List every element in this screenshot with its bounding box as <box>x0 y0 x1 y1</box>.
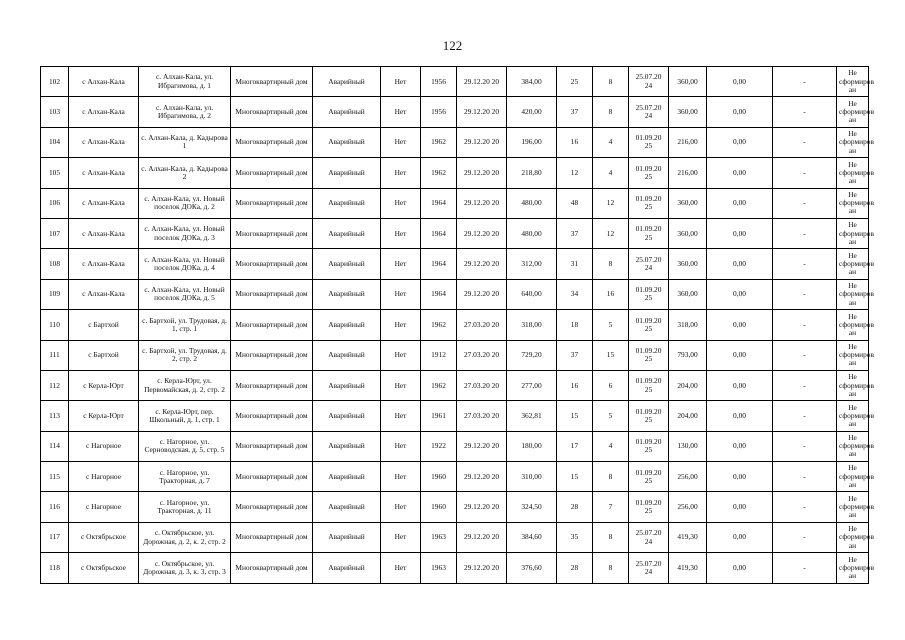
apartments-cell: 7 <box>593 492 629 522</box>
dash-cell: - <box>773 522 837 552</box>
row-number-cell: 102 <box>41 67 69 97</box>
building-type-cell: Многоквартирный дом <box>231 492 313 522</box>
row-number-cell: 112 <box>41 370 69 400</box>
flag-cell: Нет <box>381 492 421 522</box>
table-row <box>41 431 869 461</box>
page-number: 122 <box>442 38 463 53</box>
building-type-cell: Многоквартирный дом <box>231 158 313 188</box>
flag-cell: Нет <box>381 462 421 492</box>
residents-cell: 15 <box>557 462 593 492</box>
area-cell: 318,00 <box>507 310 557 340</box>
table-row <box>41 279 869 309</box>
flag-cell: Нет <box>381 249 421 279</box>
resettled-area-cell: 216,00 <box>669 158 707 188</box>
building-type-cell: Многоквартирный дом <box>231 279 313 309</box>
flag-cell: Нет <box>381 188 421 218</box>
amount-cell: 0,00 <box>707 67 773 97</box>
address-cell: с. Нагорное, ул. Тракторная, д. 11 <box>139 492 231 522</box>
amount-cell: 0,00 <box>707 218 773 248</box>
amount-cell: 0,00 <box>707 340 773 370</box>
condition-cell: Аварийный <box>313 340 381 370</box>
dash-cell: - <box>773 188 837 218</box>
table-row <box>41 522 869 552</box>
status-cell: Не сформиров ан <box>837 340 869 370</box>
dash-cell: - <box>773 370 837 400</box>
year-cell: 1956 <box>421 67 457 97</box>
resettled-area-cell: 204,00 <box>669 401 707 431</box>
dash-cell: - <box>773 97 837 127</box>
dash-cell: - <box>773 553 837 583</box>
year-cell: 1960 <box>421 492 457 522</box>
residents-cell: 12 <box>557 158 593 188</box>
condition-cell: Аварийный <box>313 218 381 248</box>
table-row <box>41 158 869 188</box>
address-cell: с. Алхан-Кала, ул. Новый поселок ДОКа, д. 2 <box>139 188 231 218</box>
residents-cell: 31 <box>557 249 593 279</box>
year-cell: 1962 <box>421 370 457 400</box>
residents-cell: 37 <box>557 218 593 248</box>
address-cell: с. Керла-Юрт, пер. Школьный, д. 1, стр. 1 <box>139 401 231 431</box>
apartments-cell: 4 <box>593 127 629 157</box>
area-cell: 480,00 <box>507 188 557 218</box>
recognition-date-cell: 29.12.20 20 <box>457 127 507 157</box>
year-cell: 1956 <box>421 97 457 127</box>
resettlement-date-cell: 01.09.20 25 <box>629 218 669 248</box>
condition-cell: Аварийный <box>313 279 381 309</box>
resettlement-date-cell: 01.09.20 25 <box>629 279 669 309</box>
resettlement-date-cell: 01.09.20 25 <box>629 401 669 431</box>
resettlement-date-cell: 25.07.20 24 <box>629 97 669 127</box>
dash-cell: - <box>773 401 837 431</box>
resettled-area-cell: 130,00 <box>669 431 707 461</box>
area-cell: 384,00 <box>507 67 557 97</box>
condition-cell: Аварийный <box>313 249 381 279</box>
table-row <box>41 67 869 97</box>
amount-cell: 0,00 <box>707 431 773 461</box>
address-cell: с. Алхан-Кала, ул. Новый поселок ДОКа, д. 3 <box>139 218 231 248</box>
row-number-cell: 115 <box>41 462 69 492</box>
residents-cell: 16 <box>557 370 593 400</box>
settlement-cell: с Алхан-Кала <box>69 127 139 157</box>
settlement-cell: с Алхан-Кала <box>69 218 139 248</box>
row-number-cell: 105 <box>41 158 69 188</box>
resettlement-date-cell: 01.09.20 25 <box>629 340 669 370</box>
year-cell: 1964 <box>421 249 457 279</box>
area-cell: 640,00 <box>507 279 557 309</box>
area-cell: 218,80 <box>507 158 557 188</box>
condition-cell: Аварийный <box>313 188 381 218</box>
row-number-cell: 104 <box>41 127 69 157</box>
address-cell: с. Бартхой, ул. Трудовая, д. 2, стр. 2 <box>139 340 231 370</box>
area-cell: 312,00 <box>507 249 557 279</box>
table-row <box>41 492 869 522</box>
condition-cell: Аварийный <box>313 522 381 552</box>
status-cell: Не сформиров ан <box>837 553 869 583</box>
flag-cell: Нет <box>381 370 421 400</box>
recognition-date-cell: 29.12.20 20 <box>457 492 507 522</box>
resettled-area-cell: 256,00 <box>669 462 707 492</box>
status-cell: Не сформиров ан <box>837 249 869 279</box>
condition-cell: Аварийный <box>313 127 381 157</box>
amount-cell: 0,00 <box>707 310 773 340</box>
table-row <box>41 249 869 279</box>
row-number-cell: 111 <box>41 340 69 370</box>
address-cell: с. Алхан-Кала, ул. Ибрагимова, д. 2 <box>139 97 231 127</box>
status-cell: Не сформиров ан <box>837 218 869 248</box>
settlement-cell: с Октябрьское <box>69 522 139 552</box>
area-cell: 196,00 <box>507 127 557 157</box>
amount-cell: 0,00 <box>707 279 773 309</box>
year-cell: 1964 <box>421 218 457 248</box>
residents-cell: 37 <box>557 97 593 127</box>
settlement-cell: с Бартхой <box>69 310 139 340</box>
dash-cell: - <box>773 249 837 279</box>
year-cell: 1922 <box>421 431 457 461</box>
status-cell: Не сформиров ан <box>837 67 869 97</box>
flag-cell: Нет <box>381 279 421 309</box>
apartments-cell: 4 <box>593 158 629 188</box>
resettled-area-cell: 419,30 <box>669 522 707 552</box>
recognition-date-cell: 27.03.20 20 <box>457 370 507 400</box>
apartments-cell: 8 <box>593 249 629 279</box>
building-type-cell: Многоквартирный дом <box>231 462 313 492</box>
row-number-cell: 109 <box>41 279 69 309</box>
apartments-cell: 12 <box>593 218 629 248</box>
dash-cell: - <box>773 340 837 370</box>
row-number-cell: 107 <box>41 218 69 248</box>
residents-cell: 34 <box>557 279 593 309</box>
resettlement-date-cell: 01.09.20 25 <box>629 431 669 461</box>
flag-cell: Нет <box>381 127 421 157</box>
area-cell: 310,00 <box>507 462 557 492</box>
table-row <box>41 218 869 248</box>
resettlement-date-cell: 25.07.20 24 <box>629 249 669 279</box>
row-number-cell: 116 <box>41 492 69 522</box>
row-number-cell: 110 <box>41 310 69 340</box>
resettled-area-cell: 793,00 <box>669 340 707 370</box>
settlement-cell: с Нагорное <box>69 492 139 522</box>
condition-cell: Аварийный <box>313 553 381 583</box>
table-row <box>41 127 869 157</box>
table-row <box>41 97 869 127</box>
address-cell: с. Нагорное, ул. Серноводская, д. 5, стр. 5 <box>139 431 231 461</box>
flag-cell: Нет <box>381 158 421 188</box>
table-row <box>41 370 869 400</box>
table-row <box>41 553 869 583</box>
address-cell: с. Октябрьское, ул. Дорожная, д. 3, к. 3, стр. 3 <box>139 553 231 583</box>
resettled-area-cell: 216,00 <box>669 127 707 157</box>
resettlement-date-cell: 01.09.20 25 <box>629 462 669 492</box>
settlement-cell: с Керла-Юрт <box>69 401 139 431</box>
area-cell: 480,00 <box>507 218 557 248</box>
amount-cell: 0,00 <box>707 401 773 431</box>
building-type-cell: Многоквартирный дом <box>231 97 313 127</box>
area-cell: 729,20 <box>507 340 557 370</box>
resettlement-date-cell: 01.09.20 25 <box>629 127 669 157</box>
residents-cell: 28 <box>557 492 593 522</box>
building-type-cell: Многоквартирный дом <box>231 340 313 370</box>
recognition-date-cell: 29.12.20 20 <box>457 431 507 461</box>
year-cell: 1963 <box>421 553 457 583</box>
recognition-date-cell: 27.03.20 20 <box>457 310 507 340</box>
apartments-cell: 6 <box>593 370 629 400</box>
settlement-cell: с Нагорное <box>69 462 139 492</box>
year-cell: 1964 <box>421 279 457 309</box>
residents-cell: 37 <box>557 340 593 370</box>
status-cell: Не сформиров ан <box>837 158 869 188</box>
flag-cell: Нет <box>381 218 421 248</box>
settlement-cell: с Алхан-Кала <box>69 249 139 279</box>
resettlement-date-cell: 01.09.20 25 <box>629 158 669 188</box>
residents-cell: 35 <box>557 522 593 552</box>
table-row <box>41 340 869 370</box>
row-number-cell: 118 <box>41 553 69 583</box>
condition-cell: Аварийный <box>313 401 381 431</box>
resettled-area-cell: 360,00 <box>669 218 707 248</box>
resettled-area-cell: 419,30 <box>669 553 707 583</box>
status-cell: Не сформиров ан <box>837 431 869 461</box>
residents-cell: 16 <box>557 127 593 157</box>
address-cell: с. Алхан-Кала, ул. Ибрагимова, д. 1 <box>139 67 231 97</box>
condition-cell: Аварийный <box>313 492 381 522</box>
recognition-date-cell: 29.12.20 20 <box>457 553 507 583</box>
building-type-cell: Многоквартирный дом <box>231 522 313 552</box>
amount-cell: 0,00 <box>707 127 773 157</box>
area-cell: 180,00 <box>507 431 557 461</box>
address-cell: с. Алхан-Кала, д. Кадырова 1 <box>139 127 231 157</box>
table-row <box>41 310 869 340</box>
building-type-cell: Многоквартирный дом <box>231 553 313 583</box>
apartments-cell: 5 <box>593 401 629 431</box>
recognition-date-cell: 29.12.20 20 <box>457 97 507 127</box>
address-cell: с. Нагорное, ул. Тракторная, д. 7 <box>139 462 231 492</box>
address-cell: с. Октябрьское, ул. Дорожная, д. 2, к. 2, стр. 2 <box>139 522 231 552</box>
amount-cell: 0,00 <box>707 158 773 188</box>
row-number-cell: 113 <box>41 401 69 431</box>
apartments-cell: 8 <box>593 522 629 552</box>
status-cell: Не сформиров ан <box>837 97 869 127</box>
dash-cell: - <box>773 218 837 248</box>
resettled-area-cell: 256,00 <box>669 492 707 522</box>
dash-cell: - <box>773 431 837 461</box>
settlement-cell: с Бартхой <box>69 340 139 370</box>
condition-cell: Аварийный <box>313 97 381 127</box>
year-cell: 1912 <box>421 340 457 370</box>
condition-cell: Аварийный <box>313 370 381 400</box>
dash-cell: - <box>773 279 837 309</box>
table-row <box>41 462 869 492</box>
address-cell: с. Керла-Юрт, ул. Первомайская, д. 2, стр. 2 <box>139 370 231 400</box>
settlement-cell: с Алхан-Кала <box>69 279 139 309</box>
settlement-cell: с Октябрьское <box>69 553 139 583</box>
row-number-cell: 106 <box>41 188 69 218</box>
apartments-cell: 12 <box>593 188 629 218</box>
status-cell: Не сформиров ан <box>837 522 869 552</box>
dash-cell: - <box>773 67 837 97</box>
address-cell: с. Алхан-Кала, ул. Новый поселок ДОКа, д. 5 <box>139 279 231 309</box>
settlement-cell: с Керла-Юрт <box>69 370 139 400</box>
residents-cell: 15 <box>557 401 593 431</box>
year-cell: 1961 <box>421 401 457 431</box>
resettled-area-cell: 360,00 <box>669 97 707 127</box>
amount-cell: 0,00 <box>707 553 773 583</box>
dash-cell: - <box>773 492 837 522</box>
settlement-cell: с Алхан-Кала <box>69 158 139 188</box>
area-cell: 362,81 <box>507 401 557 431</box>
amount-cell: 0,00 <box>707 97 773 127</box>
residents-cell: 25 <box>557 67 593 97</box>
amount-cell: 0,00 <box>707 492 773 522</box>
resettlement-date-cell: 01.09.20 25 <box>629 188 669 218</box>
apartments-cell: 15 <box>593 340 629 370</box>
address-cell: с. Бартхой, ул. Трудовая, д. 1, стр. 1 <box>139 310 231 340</box>
status-cell: Не сформиров ан <box>837 370 869 400</box>
address-cell: с. Алхан-Кала, ул. Новый поселок ДОКа, д. 4 <box>139 249 231 279</box>
building-type-cell: Многоквартирный дом <box>231 370 313 400</box>
residents-cell: 18 <box>557 310 593 340</box>
resettled-area-cell: 318,00 <box>669 310 707 340</box>
recognition-date-cell: 27.03.20 20 <box>457 340 507 370</box>
apartments-cell: 16 <box>593 279 629 309</box>
year-cell: 1964 <box>421 188 457 218</box>
area-cell: 420,00 <box>507 97 557 127</box>
condition-cell: Аварийный <box>313 158 381 188</box>
resettled-area-cell: 360,00 <box>669 279 707 309</box>
status-cell: Не сформиров ан <box>837 310 869 340</box>
residents-cell: 17 <box>557 431 593 461</box>
resettlement-date-cell: 25.07.20 24 <box>629 522 669 552</box>
address-cell: с. Алхан-Кала, д. Кадырова 2 <box>139 158 231 188</box>
year-cell: 1962 <box>421 158 457 188</box>
condition-cell: Аварийный <box>313 67 381 97</box>
recognition-date-cell: 29.12.20 20 <box>457 67 507 97</box>
area-cell: 277,00 <box>507 370 557 400</box>
flag-cell: Нет <box>381 553 421 583</box>
residents-cell: 48 <box>557 188 593 218</box>
building-type-cell: Многоквартирный дом <box>231 310 313 340</box>
dash-cell: - <box>773 158 837 188</box>
resettled-area-cell: 360,00 <box>669 249 707 279</box>
residents-cell: 28 <box>557 553 593 583</box>
resettled-area-cell: 360,00 <box>669 67 707 97</box>
condition-cell: Аварийный <box>313 431 381 461</box>
row-number-cell: 108 <box>41 249 69 279</box>
area-cell: 384,60 <box>507 522 557 552</box>
table-body <box>41 67 874 584</box>
condition-cell: Аварийный <box>313 310 381 340</box>
building-type-cell: Многоквартирный дом <box>231 188 313 218</box>
dash-cell: - <box>773 127 837 157</box>
resettlement-date-cell: 01.09.20 25 <box>629 310 669 340</box>
status-cell: Не сформиров ан <box>837 492 869 522</box>
recognition-date-cell: 29.12.20 20 <box>457 249 507 279</box>
amount-cell: 0,00 <box>707 370 773 400</box>
year-cell: 1962 <box>421 127 457 157</box>
recognition-date-cell: 29.12.20 20 <box>457 522 507 552</box>
status-cell: Не сформиров ан <box>837 279 869 309</box>
amount-cell: 0,00 <box>707 188 773 218</box>
resettled-area-cell: 360,00 <box>669 188 707 218</box>
settlement-cell: с Нагорное <box>69 431 139 461</box>
condition-cell: Аварийный <box>313 462 381 492</box>
row-number-cell: 117 <box>41 522 69 552</box>
recognition-date-cell: 29.12.20 20 <box>457 218 507 248</box>
apartments-cell: 8 <box>593 553 629 583</box>
amount-cell: 0,00 <box>707 462 773 492</box>
apartments-cell: 8 <box>593 67 629 97</box>
status-cell: Не сформиров ан <box>837 127 869 157</box>
area-cell: 376,60 <box>507 553 557 583</box>
building-type-cell: Многоквартирный дом <box>231 218 313 248</box>
amount-cell: 0,00 <box>707 522 773 552</box>
building-type-cell: Многоквартирный дом <box>231 401 313 431</box>
recognition-date-cell: 29.12.20 20 <box>457 158 507 188</box>
year-cell: 1960 <box>421 462 457 492</box>
apartments-cell: 5 <box>593 310 629 340</box>
dash-cell: - <box>773 462 837 492</box>
resettled-area-cell: 204,00 <box>669 370 707 400</box>
building-type-cell: Многоквартирный дом <box>231 67 313 97</box>
settlement-cell: с Алхан-Кала <box>69 97 139 127</box>
flag-cell: Нет <box>381 67 421 97</box>
building-type-cell: Многоквартирный дом <box>231 127 313 157</box>
resettlement-date-cell: 25.07.20 24 <box>629 553 669 583</box>
status-cell: Не сформиров ан <box>837 401 869 431</box>
building-type-cell: Многоквартирный дом <box>231 249 313 279</box>
dash-cell: - <box>773 310 837 340</box>
table-row <box>41 188 869 218</box>
row-number-cell: 114 <box>41 431 69 461</box>
recognition-date-cell: 27.03.20 20 <box>457 401 507 431</box>
flag-cell: Нет <box>381 310 421 340</box>
housing-registry-table <box>40 66 874 584</box>
flag-cell: Нет <box>381 97 421 127</box>
flag-cell: Нет <box>381 401 421 431</box>
apartments-cell: 8 <box>593 97 629 127</box>
settlement-cell: с Алхан-Кала <box>69 67 139 97</box>
building-type-cell: Многоквартирный дом <box>231 431 313 461</box>
row-number-cell: 103 <box>41 97 69 127</box>
recognition-date-cell: 29.12.20 20 <box>457 188 507 218</box>
table-row <box>41 401 869 431</box>
resettlement-date-cell: 25.07.20 24 <box>629 67 669 97</box>
resettlement-date-cell: 01.09.20 25 <box>629 492 669 522</box>
area-cell: 324,50 <box>507 492 557 522</box>
flag-cell: Нет <box>381 522 421 552</box>
year-cell: 1963 <box>421 522 457 552</box>
resettlement-date-cell: 01.09.20 25 <box>629 370 669 400</box>
recognition-date-cell: 29.12.20 20 <box>457 279 507 309</box>
apartments-cell: 4 <box>593 431 629 461</box>
year-cell: 1962 <box>421 310 457 340</box>
status-cell: Не сформиров ан <box>837 462 869 492</box>
apartments-cell: 8 <box>593 462 629 492</box>
status-cell: Не сформиров ан <box>837 188 869 218</box>
recognition-date-cell: 29.12.20 20 <box>457 462 507 492</box>
settlement-cell: с Алхан-Кала <box>69 188 139 218</box>
flag-cell: Нет <box>381 431 421 461</box>
amount-cell: 0,00 <box>707 249 773 279</box>
flag-cell: Нет <box>381 340 421 370</box>
